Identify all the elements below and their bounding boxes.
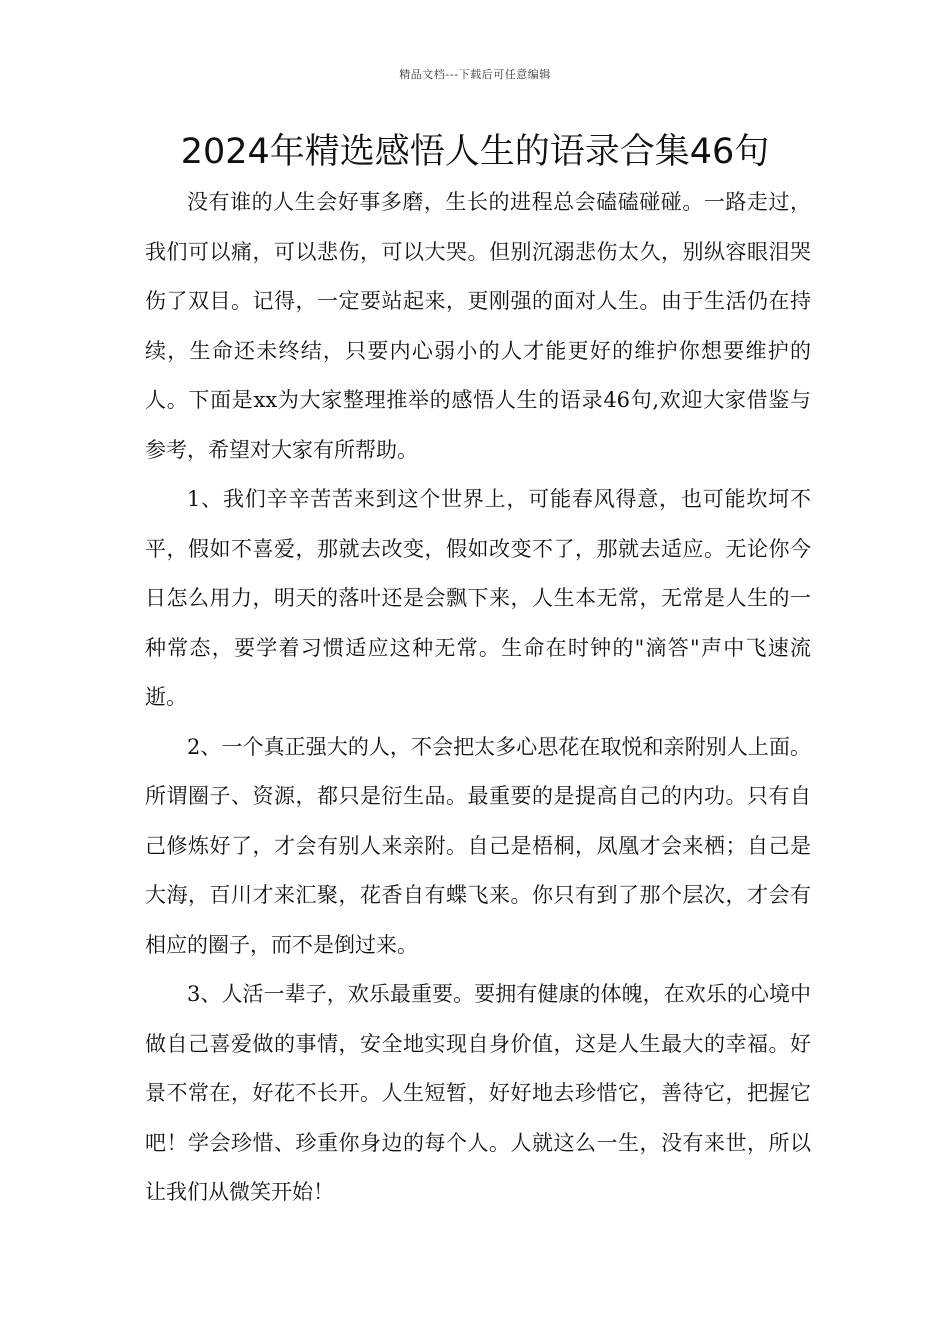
header-note: 精品文档---下载后可任意编辑	[399, 68, 551, 81]
document-title: 2024年精选感悟人生的语录合集46句	[180, 132, 770, 172]
quote-paragraph-3: 3、人活一辈子，欢乐最重要。要拥有健康的体魄，在欢乐的心境中做自己喜爱做的事情，安全地实现自身价值，这是人生最大的幸福。好景不常在，好花不长开。人生短暂，好好地去珍惜它，善待它，把握它吧！学会珍惜、珍重你身边的每个人。人就这么一生，没有来世，所以让我们从微笑开始！	[145, 982, 811, 1204]
quote-paragraph-1: 1、我们辛辛苦苦来到这个世界上，可能春风得意，也可能坎坷不平，假如不喜爱，那就去改变，假如改变不了，那就去适应。无论你今日怎么用力，明天的落叶还是会飘下来，人生本无常，无常是人生的一种常态，要学着习惯适应这种无常。生命在时钟的"滴答"声中飞速流逝。	[145, 487, 811, 709]
quote-paragraph-2: 2、一个真正强大的人，不会把太多心思花在取悦和亲附别人上面。所谓圈子、资源，都只是衍生品。最重要的是提高自己的内功。只有自己修炼好了，才会有别人来亲附。自己是梧桐，凤凰才会来栖；自己是大海，百川才来汇聚，花香自有蝶飞来。你只有到了那个层次，才会有相应的圈子，而不是倒过来。	[145, 734, 811, 957]
document-body	[145, 178, 811, 1218]
intro-paragraph: 没有谁的人生会好事多磨，生长的进程总会磕磕碰碰。一路走过，我们可以痛，可以悲伤，可以大哭。但别沉溺悲伤太久，别纵容眼泪哭伤了双目。记得，一定要站起来，更刚强的面对人生。由于生活仍在持续，生命还未终结，只要内心弱小的人才能更好的维护你想要维护的人。下面是xx为大家整理推举的感悟人生的语录46句,欢迎大家借鉴与参考，希望对大家有所帮助。	[145, 190, 811, 462]
